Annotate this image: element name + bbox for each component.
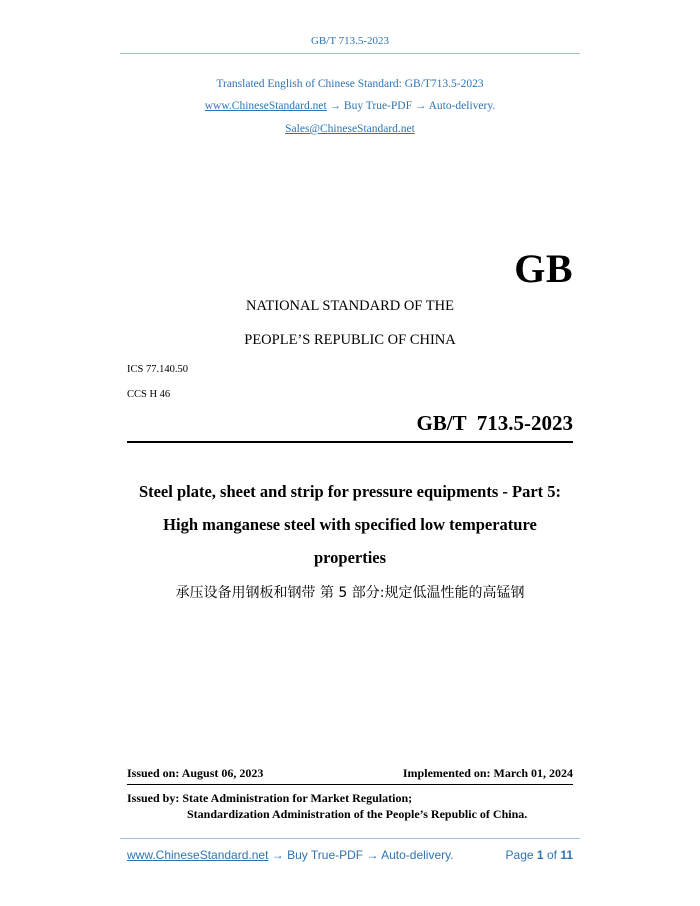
purchase-line: [0, 100, 700, 112]
header-divider: [120, 53, 580, 54]
page-indicator: [506, 848, 573, 862]
issued-date: Issued on: August 06, 2023: [127, 766, 264, 780]
dates-divider: [127, 784, 573, 785]
gb-logo: GB: [514, 246, 573, 291]
footer-divider: [120, 838, 580, 839]
footer-purchase-text: → Buy True-PDF → Auto-delivery.: [268, 848, 454, 862]
page-total: 11: [560, 848, 573, 862]
website-link[interactable]: www.ChineseStandard.net: [204, 100, 327, 112]
national-standard-line1: NATIONAL STANDARD OF THE: [246, 298, 454, 314]
issuer-line1: Issued by: State Administration for Market Regulation;: [127, 791, 413, 805]
translation-notice: Translated English of Chinese Standard: GB/T713.5-2023: [216, 78, 484, 90]
ics-code: ICS 77.140.50: [127, 364, 188, 375]
purchase-text: → Buy True-PDF → Auto-delivery.: [326, 100, 496, 112]
page-current: 1: [536, 848, 544, 862]
national-standard-line2: PEOPLE’S REPUBLIC OF CHINA: [244, 332, 456, 348]
footer-website-link[interactable]: www.ChineseStandard.net: [127, 848, 269, 862]
issuer-line2: Standardization Administration of the People’s Republic of China.: [187, 807, 528, 821]
standard-number: GB/T 713.5-2023: [416, 411, 573, 435]
email-line: [0, 123, 700, 135]
of-label: of: [546, 848, 557, 862]
ccs-code: CCS H 46: [127, 389, 171, 400]
chinese-title: 承压设备用钢板和钢带 第 5 部分:规定低温性能的高锰钢: [175, 585, 525, 601]
footer-purchase-line: [127, 848, 454, 862]
title-line3: properties: [313, 548, 387, 567]
implemented-date: Implemented on: March 01, 2024: [402, 766, 573, 780]
page-header-code: GB/T 713.5-2023: [310, 35, 390, 47]
title-line1: Steel plate, sheet and strip for pressure equipments - Part 5:: [138, 482, 562, 501]
title-divider: [127, 441, 573, 443]
page-label: Page: [505, 848, 534, 862]
title-line2: High manganese steel with specified low temperature: [163, 515, 537, 534]
email-link[interactable]: Sales@ChineseStandard.net: [285, 123, 415, 135]
